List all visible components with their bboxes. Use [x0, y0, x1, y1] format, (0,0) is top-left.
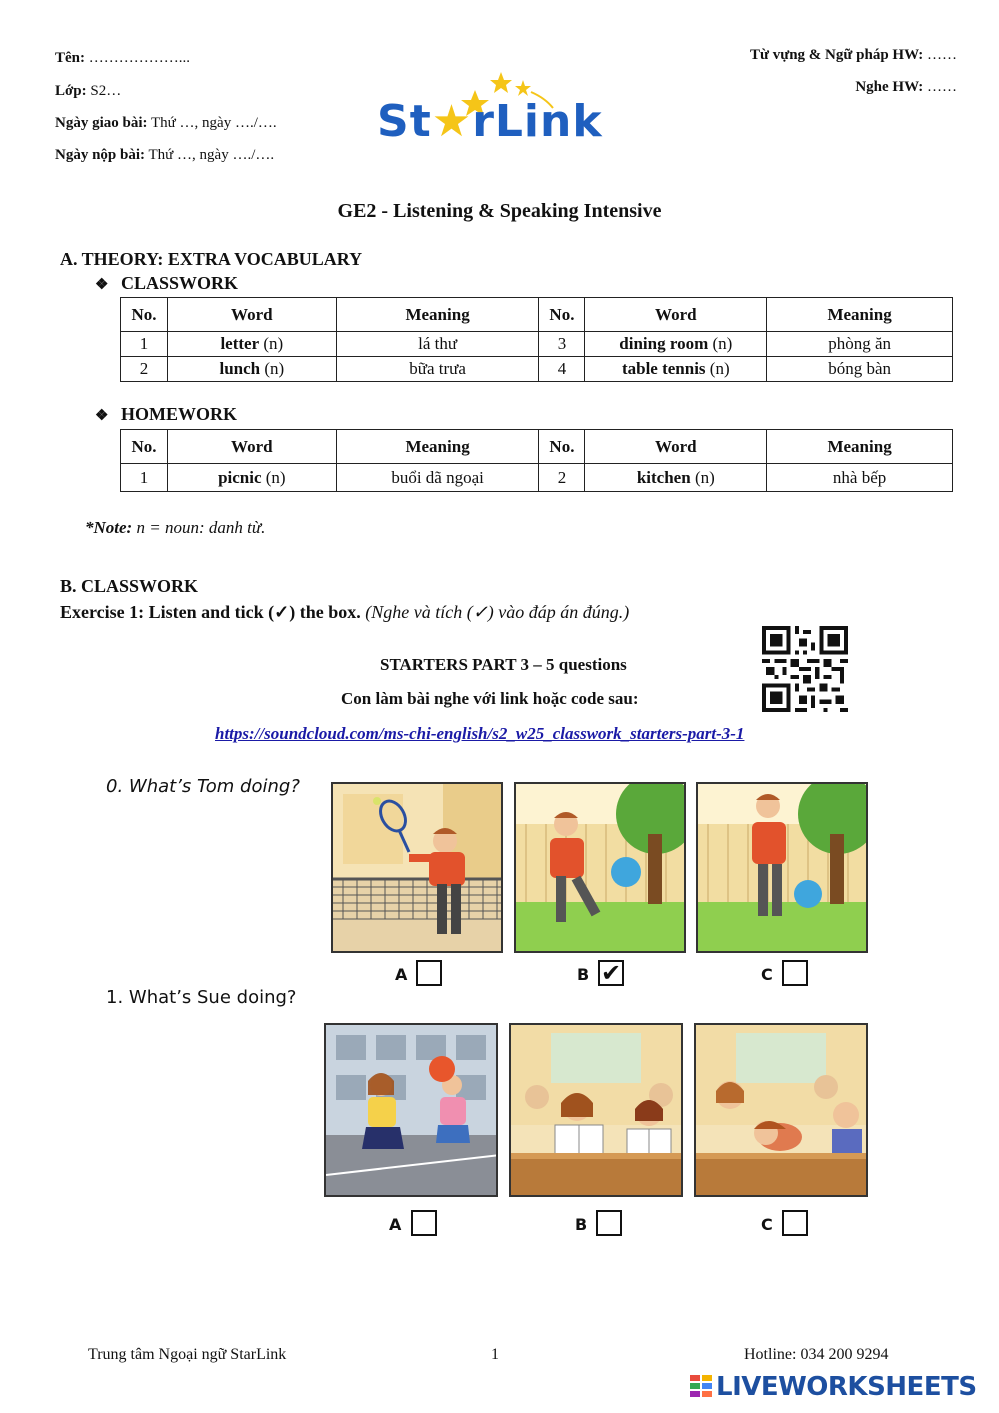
cell-word: kitchen (n)	[585, 464, 767, 492]
listen-hw-label: Nghe HW:	[855, 79, 924, 95]
cell-word: lunch (n)	[167, 357, 336, 382]
listen-hw-line	[855, 79, 957, 96]
cell-meaning: bóng bàn	[767, 357, 953, 382]
cell-no: 3	[539, 332, 585, 357]
table-header-row	[121, 298, 953, 332]
q0-picture-a	[331, 782, 503, 953]
table-row	[121, 464, 953, 492]
cell-word: letter (n)	[167, 332, 336, 357]
vocab-hw-label: Từ vựng & Ngữ pháp HW:	[749, 47, 924, 63]
cell-word: picnic (n)	[167, 464, 336, 492]
q1-picture-c	[694, 1023, 868, 1197]
homework-vocab-table	[120, 429, 953, 492]
q0-option-c-label: C	[761, 965, 773, 984]
q0-option-c-checkbox[interactable]	[782, 960, 808, 986]
cell-meaning: buổi dã ngoại	[336, 464, 539, 492]
q1-option-a-label: A	[389, 1215, 402, 1234]
footer-hotline: Hotline: 034 200 9294	[744, 1346, 889, 1363]
assign-date-value: Thứ …, ngày …./….	[151, 115, 277, 131]
cell-no: 2	[539, 464, 585, 492]
cell-no: 2	[121, 357, 168, 382]
liveworksheets-text: LIVEWORKSHEETS	[716, 1372, 977, 1402]
col-header: No.	[539, 430, 585, 464]
q0-option-a-label: A	[395, 965, 408, 984]
col-header: Meaning	[767, 430, 953, 464]
liveworksheets-logo-icon	[690, 1375, 714, 1403]
col-header: No.	[121, 430, 168, 464]
section-a-heading: A. THEORY: EXTRA VOCABULARY	[60, 249, 363, 269]
logo-text-part1: St	[377, 96, 432, 147]
col-header: Meaning	[336, 298, 539, 332]
cell-meaning: lá thư	[336, 332, 539, 357]
note-label: *Note:	[85, 518, 133, 537]
logo-star-icon: ★	[431, 96, 473, 147]
q1-option-a-checkbox[interactable]	[411, 1210, 437, 1236]
table-row	[121, 332, 953, 357]
vocab-hw-value: ……	[927, 47, 957, 63]
qr-code[interactable]	[762, 626, 848, 712]
q0-option-b-checkbox[interactable]	[598, 960, 624, 986]
name-label: Tên:	[55, 50, 85, 66]
listening-instruction: Con làm bài nghe với link hoặc code sau:	[341, 689, 639, 708]
col-header: Meaning	[336, 430, 539, 464]
classwork-label: CLASSWORK	[120, 273, 238, 293]
cell-word: table tennis (n)	[585, 357, 767, 382]
col-header: Word	[585, 430, 767, 464]
q1-picture-b	[509, 1023, 683, 1197]
starlink-logo	[375, 68, 625, 148]
cell-word: dining room (n)	[585, 332, 767, 357]
q1-option-b-label: B	[575, 1215, 588, 1234]
col-header: Word	[585, 298, 767, 332]
submit-date-value: Thứ …, ngày …./….	[148, 147, 275, 163]
q1-option-c-checkbox[interactable]	[782, 1210, 808, 1236]
col-header: Word	[167, 430, 336, 464]
classwork-subheading	[95, 273, 238, 294]
exercise-1-instruction	[60, 602, 629, 623]
assign-date-label: Ngày giao bài:	[55, 115, 148, 131]
class-value: S2…	[90, 83, 122, 99]
liveworksheets-brand[interactable]	[690, 1372, 990, 1406]
submit-date-label: Ngày nộp bài:	[55, 147, 146, 163]
q0-picture-b	[514, 782, 686, 953]
cell-no: 4	[539, 357, 585, 382]
footer-page-number: 1	[491, 1346, 499, 1363]
classwork-vocab-table	[120, 297, 953, 382]
class-line	[55, 83, 121, 100]
note	[85, 518, 265, 538]
exercise-1-title: Exercise 1: Listen and tick (✓) the box.	[60, 602, 361, 622]
q0-option-a-checkbox[interactable]	[416, 960, 442, 986]
footer-center-name: Trung tâm Ngoại ngữ StarLink	[88, 1346, 287, 1363]
cell-meaning: phòng ăn	[767, 332, 953, 357]
question-0-text: 0. What’s Tom doing?	[106, 776, 300, 797]
q0-picture-c	[696, 782, 868, 953]
col-header: No.	[121, 298, 168, 332]
listen-hw-value: ……	[927, 79, 957, 95]
q0-option-b-label: B	[577, 965, 590, 984]
name-line	[55, 50, 190, 67]
soundcloud-link[interactable]: https://soundcloud.com/ms-chi-english/s2_w25_classwork_starters-part-3-1	[215, 724, 745, 743]
q1-picture-a	[324, 1023, 498, 1197]
cell-meaning: bữa trưa	[336, 357, 539, 382]
cell-no: 1	[121, 464, 168, 492]
cell-meaning: nhà bếp	[767, 464, 953, 492]
note-text: n = noun: danh từ.	[132, 518, 266, 537]
homework-subheading	[95, 404, 237, 425]
vocab-hw-line	[750, 47, 957, 64]
bullet-icon: ❖	[95, 277, 109, 293]
section-b-heading: B. CLASSWORK	[60, 576, 199, 596]
table-header-row	[121, 430, 953, 464]
bullet-icon: ❖	[95, 408, 109, 424]
submit-date-line	[55, 147, 274, 164]
question-1-text: 1. What’s Sue doing?	[106, 987, 297, 1008]
col-header: Meaning	[767, 298, 953, 332]
logo-text-part2: rLink	[472, 96, 603, 147]
part-title: STARTERS PART 3 – 5 questions	[380, 655, 627, 674]
check-mark-icon: ✔	[600, 959, 622, 987]
q1-option-c-label: C	[761, 1215, 773, 1234]
class-label: Lớp:	[55, 83, 87, 99]
assign-date-line	[55, 115, 277, 132]
col-header: No.	[539, 298, 585, 332]
table-row	[121, 357, 953, 382]
exercise-1-translation: (Nghe và tích (✓) vào đáp án đúng.)	[360, 602, 630, 622]
page-title: GE2 - Listening & Speaking Intensive	[337, 200, 662, 222]
name-value: ………………...	[88, 50, 190, 66]
cell-no: 1	[121, 332, 168, 357]
homework-label: HOMEWORK	[120, 404, 237, 424]
col-header: Word	[167, 298, 336, 332]
q1-option-b-checkbox[interactable]	[596, 1210, 622, 1236]
